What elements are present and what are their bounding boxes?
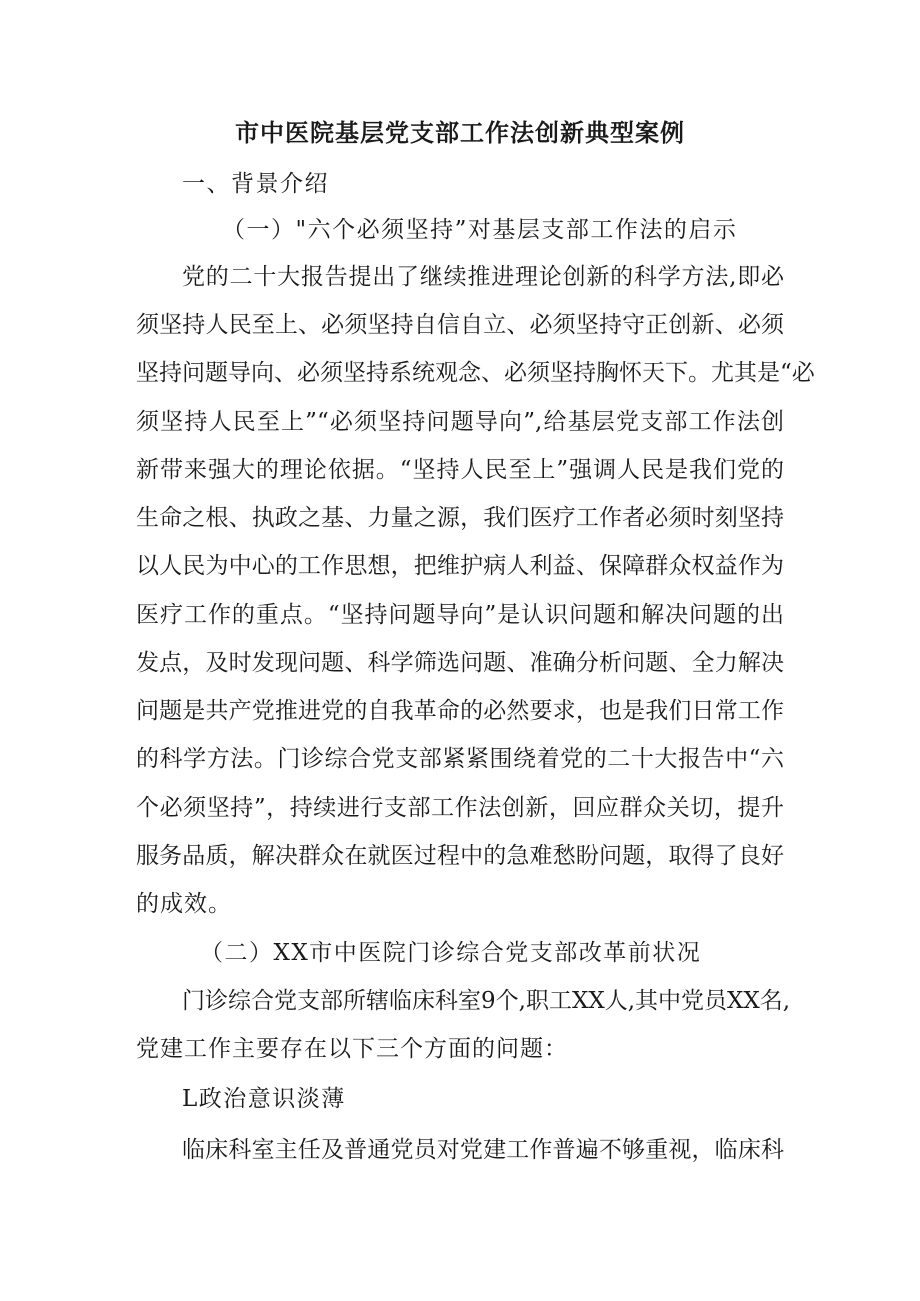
paragraph-line: 新带来强大的理论依据。“坚持人民至上”强调人民是我们党的 xyxy=(136,457,784,483)
paragraph-line: 党建工作主要存在以下三个方面的问题： xyxy=(136,1036,568,1062)
document-title: 市中医院基层党支部工作法创新典型案例 xyxy=(235,118,685,147)
paragraph-line: 发点，及时发现问题、科学筛选问题、准确分析问题、全力解决 xyxy=(136,650,784,676)
paragraph-line: 的成效。 xyxy=(136,891,232,917)
item-heading-political-awareness: L政治意识淡薄 xyxy=(182,1086,346,1112)
subsection-heading-inspiration: （一）"六个必须坚持”对基层支部工作法的启示 xyxy=(222,217,738,243)
paragraph-line: 生命之根、执政之基、力量之源，我们医疗工作者必须时刻坚持 xyxy=(136,505,784,531)
paragraph-line: 以人民为中心的工作思想，把维护病人利益、保障群众权益作为 xyxy=(136,553,784,579)
paragraph-line: 问题是共产党推进党的自我革命的必然要求，也是我们日常工作 xyxy=(136,698,784,724)
paragraph-line: 党的二十大报告提出了继续推进理论创新的科学方法,即必 xyxy=(182,264,784,290)
paragraph-line: 服务品质，解决群众在就医过程中的急难愁盼问题，取得了良好 xyxy=(136,843,784,869)
section-heading-background: 一、背景介绍 xyxy=(182,171,329,197)
paragraph-line: 坚持问题导向、必须坚持系统观念、必须坚持胸怀天下。尤其是“必 xyxy=(136,360,815,386)
paragraph-line: 门诊综合党支部所辖临床科室9个,职工XX人,其中党员XX名, xyxy=(182,988,791,1014)
paragraph-line: 须坚持人民至上”“必须坚持问题导向”,给基层党支部工作法创 xyxy=(136,409,784,435)
paragraph-line: 医疗工作的重点。“坚持问题导向”是认识问题和解决问题的出 xyxy=(136,602,784,628)
subsection-heading-status: （二）XX市中医院门诊综合党支部改革前状况 xyxy=(200,940,702,966)
paragraph-line: 的科学方法。门诊综合党支部紧紧围绕着党的二十大报告中“六 xyxy=(136,746,784,772)
paragraph-line: 须坚持人民至上、必须坚持自信自立、必须坚持守正创新、必须 xyxy=(136,312,784,338)
paragraph-line: 临床科室主任及普通党员对党建工作普遍不够重视，临床科 xyxy=(182,1137,784,1163)
paragraph-line: 个必须坚持”，持续进行支部工作法创新，回应群众关切，提升 xyxy=(136,795,784,821)
